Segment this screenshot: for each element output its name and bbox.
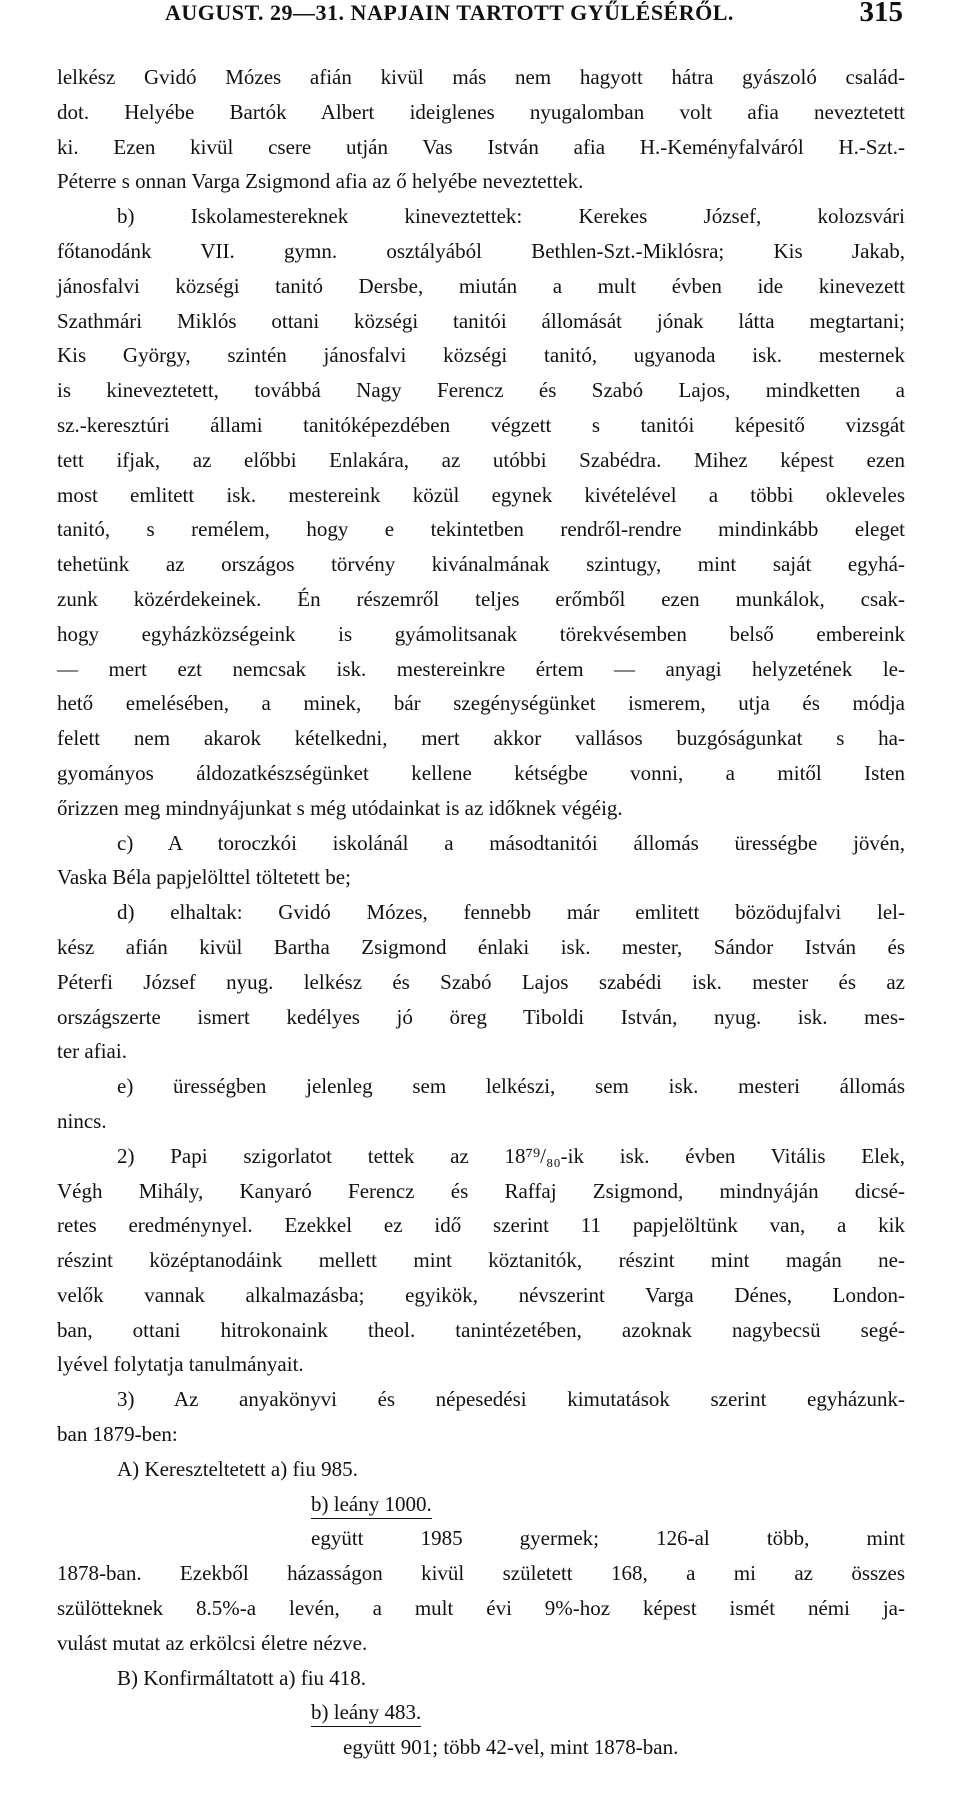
text-line: hető emelésében, a minek, bár szegénységünket ismerem, utja és módja <box>57 691 905 716</box>
text-line: velők vannak alkalmazásba; egyikök, névszerint Varga Dénes, London- <box>57 1282 905 1307</box>
text-line: szülötteknek 8.5%-a levén, a mult évi 9%-hoz képest ismét némi ja- <box>57 1596 905 1621</box>
text-line: gyományos áldozatkészségünket kellene kétségbe vonni, a mitől Isten <box>57 760 905 785</box>
text-line: ki. Ezen kivül csere utján Vas István afia H.-Keményfalváról H.-Szt.- <box>57 134 905 159</box>
text-line: Végh Mihály, Kanyaró Ferencz és Raffaj Zsigmond, mindnyáján dicsé- <box>57 1178 905 1203</box>
baptism-girls-value: b) leány 1000. <box>311 1490 432 1519</box>
text-line: őrizzen meg mindnyájunkat s még utódainkat is az időknek végéig. <box>57 795 623 820</box>
text-line: sz.-keresztúri állami tanitóképezdében végzett s tanitói képesitő vizsgát <box>57 412 905 437</box>
running-header <box>57 0 903 40</box>
text-line: zunk közérdekeinek. Én részemről teljes erőmből ezen munkálok, csak- <box>57 586 905 611</box>
text-line: ter afiai. <box>57 1039 127 1064</box>
confirmation-girls-line <box>57 1695 905 1730</box>
text-line: tanitó, s remélem, hogy e tekintetben rendről-rendre mindinkább eleget <box>57 517 905 542</box>
text-line: b) Iskolamestereknek kineveztettek: Kerekes József, kolozsvári <box>117 204 905 229</box>
text-line: ban 1879-ben: <box>57 1422 178 1447</box>
baptism-girls-line <box>57 1487 905 1522</box>
text-line: d) elhaltak: Gvidó Mózes, fennebb már emlitett bözödujfalvi lel- <box>117 900 905 925</box>
confirmation-boys-line: B) Konfirmáltatott a) fiu 418. <box>117 1665 367 1690</box>
text-line: 2) Papi szigorlatot tettek az 18⁷⁹/₈₀-ik isk. évben Vitális Elek, <box>117 1143 905 1168</box>
text-line: is kineveztetett, továbbá Nagy Ferencz és Szabó Lajos, mindketten a <box>57 378 905 403</box>
baptism-total-line: együtt 1985 gyermek; 126-al több, mint <box>311 1526 905 1551</box>
text-line: Vaska Béla papjelölttel töltetett be; <box>57 865 351 890</box>
body-text <box>57 60 905 1765</box>
text-line: Péterfi József nyug. lelkész és Szabó Lajos szabédi isk. mester és az <box>57 969 905 994</box>
text-line: jánosfalvi községi tanitó Dersbe, miután a mult évben ide kinevezett <box>57 273 905 298</box>
text-line: vulást mutat az erkölcsi életre nézve. <box>57 1630 368 1655</box>
text-line: c) A toroczkói iskolánál a másodtanitói állomás ürességbe jövén, <box>117 830 905 855</box>
text-line: tett ifjak, az előbbi Enlakára, az utóbbi Szabédra. Mihez képest ezen <box>57 447 905 472</box>
text-line: retes eredménynyel. Ezekkel ez idő szerint 11 papjelöltünk van, a kik <box>57 1213 905 1238</box>
text-line: — mert ezt nemcsak isk. mestereinkre értem — anyagi helyzetének le- <box>57 656 905 681</box>
text-line: felett nem akarok kételkedni, mert akkor vallásos buzgóságunkat s ha- <box>57 726 905 751</box>
text-line: ban, ottani hitrokonaink theol. tanintézetében, azoknak nagybecsü segé- <box>57 1317 905 1342</box>
text-line: nincs. <box>57 1108 107 1133</box>
text-line: részint középtanodáink mellett mint köztanitók, részint mint magán ne- <box>57 1248 905 1273</box>
text-line: Kis György, szintén jánosfalvi községi tanitó, ugyanoda isk. mesternek <box>57 343 905 368</box>
text-line: lyével folytatja tanulmányait. <box>57 1352 304 1377</box>
text-line: 3) Az anyakönyvi és népesedési kimutatások szerint egyházunk- <box>117 1387 905 1412</box>
text-line: főtanodánk VII. gymn. osztályából Bethlen-Szt.-Miklósra; Kis Jakab, <box>57 238 905 263</box>
text-line: országszerte ismert kedélyes jó öreg Tiboldi István, nyug. isk. mes- <box>57 1004 905 1029</box>
text-line: lelkész Gvidó Mózes afián kivül más nem hagyott hátra gyászoló család- <box>57 65 905 89</box>
text-line: most emlitett isk. mestereink közül egynek kivételével a többi okleveles <box>57 482 905 507</box>
text-line: kész afián kivül Bartha Zsigmond énlaki isk. mester, Sándor István és <box>57 934 905 959</box>
text-line: e) ürességben jelenleg sem lelkészi, sem isk. mesteri állomás <box>117 1074 905 1099</box>
confirmation-total-line: együtt 901; több 42-vel, mint 1878-ban. <box>343 1735 679 1760</box>
text-line: hogy egyházközségeink is gyámolitsanak törekvésemben belső embereink <box>57 621 905 646</box>
running-title: AUGUST. 29—31. NAPJAIN TARTOTT GYŰLÉSÉRŐL. <box>165 0 734 25</box>
baptism-boys-line: A) Kereszteltetett a) fiu 985. <box>117 1456 358 1481</box>
text-line: Szathmári Miklós ottani községi tanitói állomását jónak látta megtartani; <box>57 308 905 333</box>
page-number: 315 <box>859 0 903 28</box>
text-line: dot. Helyébe Bartók Albert ideiglenes nyugalomban volt afia neveztetett <box>57 99 905 124</box>
confirmation-girls-value: b) leány 483. <box>311 1698 421 1727</box>
text-line: Péterre s onnan Varga Zsigmond afia az ő helyébe neveztettek. <box>57 169 584 194</box>
text-line: tehetünk az országos törvény kivánalmának szintugy, mint saját egyhá- <box>57 552 905 577</box>
text-line: 1878-ban. Ezekből házasságon kivül született 168, a mi az összes <box>57 1561 905 1586</box>
